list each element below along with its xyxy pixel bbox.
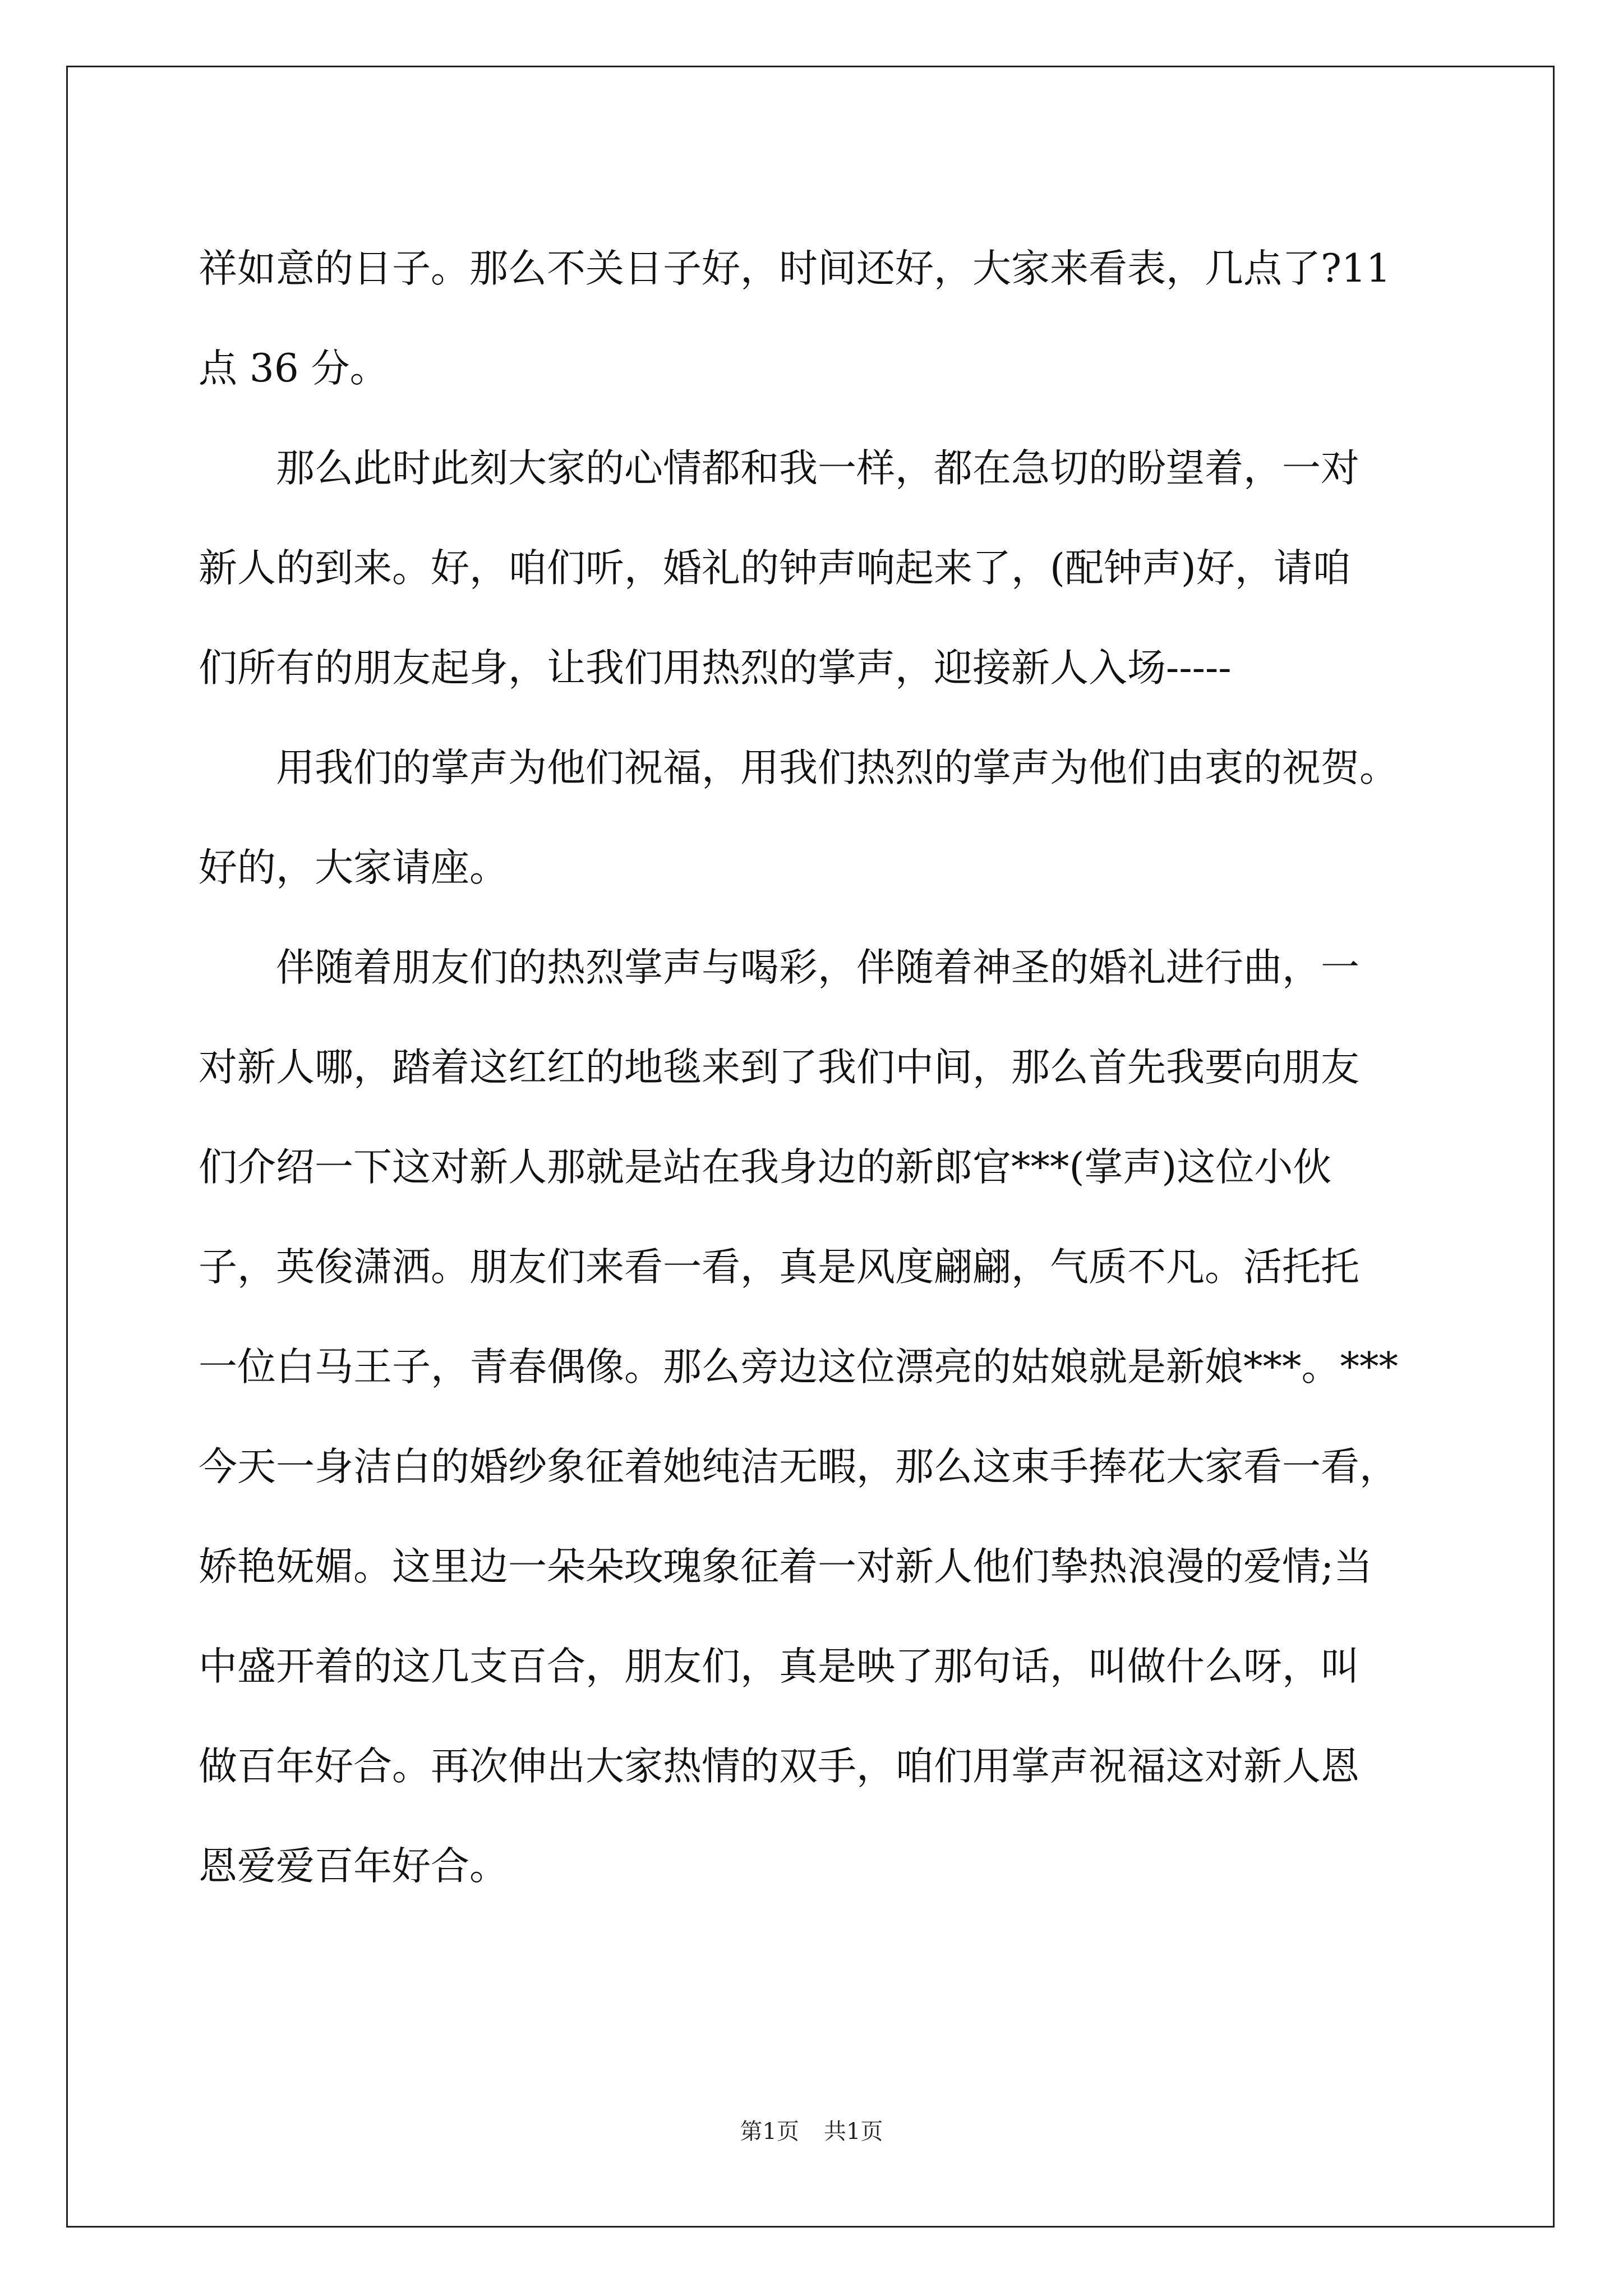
text-line: 今天一身洁白的婚纱象征着她纯洁无暇，那么这束手捧花大家看一看， (199, 1444, 1398, 1489)
text-line: 恩爱爱百年好合。 (199, 1844, 508, 1889)
text-line: 们所有的朋友起身，让我们用热烈的掌声，迎接新人入场----- (199, 646, 1232, 691)
text-line: 对新人哪，踏着这红红的地毯来到了我们中间，那么首先我要向朋友 (199, 1045, 1359, 1090)
document-body (199, 219, 1477, 1916)
text-line: 祥如意的日子。那么不关日子好，时间还好，大家来看表，几点了?11 (199, 246, 1391, 291)
page-number-total: 共1页 (824, 2119, 883, 2145)
text-line: 们介绍一下这对新人那就是站在我身边的新郎官***(掌声)这位小伙 (199, 1145, 1332, 1190)
text-line: 中盛开着的这几支百合，朋友们，真是映了那句话，叫做什么呀，叫 (199, 1644, 1359, 1689)
text-line: 那么此时此刻大家的心情都和我一样，都在急切的盼望着，一对 (199, 446, 1359, 491)
text-line: 用我们的掌声为他们祝福，用我们热烈的掌声为他们由衷的祝贺。 (199, 746, 1398, 790)
text-line: 子，英俊潇洒。朋友们来看一看，真是风度翩翩，气质不凡。活托托 (199, 1245, 1359, 1290)
page-number-current: 第1页 (740, 2119, 799, 2145)
text-line: 一位白马王子，青春偶像。那么旁边这位漂亮的姑娘就是新娘***。*** (199, 1345, 1398, 1389)
text-line: 娇艳妩媚。这里边一朵朵玫瑰象征着一对新人他们挚热浪漫的爱情;当 (199, 1544, 1373, 1589)
text-line: 新人的到来。好，咱们听，婚礼的钟声响起来了，(配钟声)好，请咱 (199, 546, 1351, 591)
text-line: 好的，大家请座。 (199, 845, 508, 890)
text-line: 伴随着朋友们的热烈掌声与喝彩，伴随着神圣的婚礼进行曲，一 (199, 945, 1359, 990)
text-line: 点 36 分。 (199, 346, 389, 391)
page-footer (0, 2118, 1623, 2146)
text-line: 做百年好合。再次伸出大家热情的双手，咱们用掌声祝福这对新人恩 (199, 1744, 1359, 1789)
